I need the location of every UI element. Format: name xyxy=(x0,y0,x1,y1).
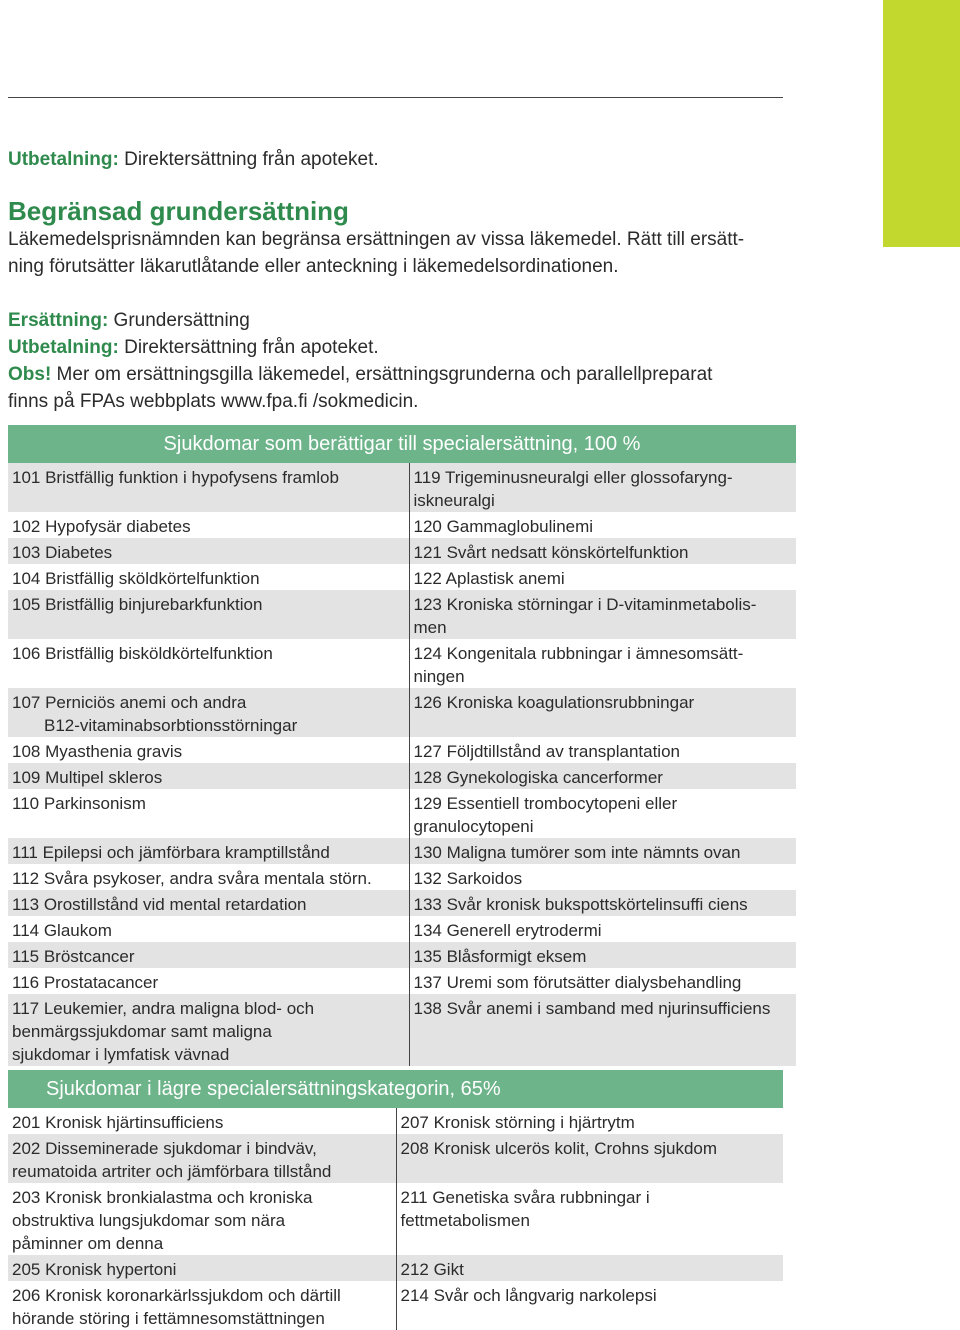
comp-value: Grundersättning xyxy=(108,310,250,331)
table-row xyxy=(8,538,796,564)
body-line: ning förutsätter läkarutlåtande eller anteckning i läkemedelsordinationen. xyxy=(8,256,619,277)
table-cell-left: 106 Bristfällig bisköldkörtelfunktion xyxy=(8,639,409,688)
comp-line xyxy=(8,307,798,334)
table-row xyxy=(8,1108,783,1134)
table-row xyxy=(8,890,796,916)
table-cell-right: 122 Aplastisk anemi xyxy=(413,569,565,588)
table-row xyxy=(8,942,796,968)
table-cell-right: 124 Kongenitala rubbningar i ämnesomsätt- ningen xyxy=(413,644,744,686)
table-row xyxy=(8,564,796,590)
table-cell-left: 109 Multipel skleros xyxy=(8,763,409,789)
table-cell-right: 120 Gammaglobulinemi xyxy=(413,517,594,536)
table-cell-left: 202 Disseminerade sjukdomar i bindväv, reumatoida artriter och jämförbara tillstånd xyxy=(8,1134,396,1183)
table-cell-right: 135 Blåsformigt eksem xyxy=(409,942,796,968)
payout-value: Direktersättning från apoteket. xyxy=(118,337,379,358)
table-cell-left: 201 Kronisk hjärtinsufficiens xyxy=(8,1108,396,1134)
table-row xyxy=(8,838,796,864)
table-cell-right: 134 Generell erytrodermi xyxy=(413,921,602,940)
table2 xyxy=(8,1108,783,1330)
obs-line xyxy=(8,361,798,388)
table-cell-right: 129 Essentiell trombocytopeni eller granulocytopeni xyxy=(413,794,678,836)
table-cell-left: 115 Bröstcancer xyxy=(8,942,409,968)
payout-label: Utbetalning: xyxy=(8,337,119,358)
payout-value: Direktersättning från apoteket. xyxy=(118,149,379,170)
table-cell-right: 212 Gikt xyxy=(396,1255,783,1281)
section-body xyxy=(8,226,798,280)
table-cell-left: 206 Kronisk koronarkärlssjukdom och därtill hörande störing i fettämnesomstättningen xyxy=(8,1281,396,1330)
table-row xyxy=(8,463,796,512)
table-row xyxy=(8,1183,783,1255)
table-cell-right: 121 Svårt nedsatt könskörtelfunktion xyxy=(409,538,796,564)
table-cell-right: 128 Gynekologiska cancerformer xyxy=(409,763,796,789)
table-cell-right: 138 Svår anemi i samband med njurinsufficiens xyxy=(409,994,796,1066)
table-cell-left: 110 Parkinsonism xyxy=(8,789,409,838)
table-row xyxy=(8,968,796,994)
table-cell-continuation: B12-vitaminabsorbtionsstörningar xyxy=(44,716,298,735)
table-row xyxy=(8,1281,783,1330)
table2-title: Sjukdomar i lägre specialersättningskategorin, 65% xyxy=(8,1070,783,1108)
body-line: Läkemedelsprisnämnden kan begränsa ersättningen av vissa läkemedel. Rätt till ersätt- xyxy=(8,229,745,250)
table-cell-right: 207 Kronisk störning i hjärtrytm xyxy=(400,1113,635,1132)
payout-line xyxy=(8,334,798,361)
table1-title: Sjukdomar som berättigar till specialersättning, 100 % xyxy=(8,425,796,463)
table-cell-left: 203 Kronisk bronkialastma och kroniska obstruktiva lungsjukdomar som nära påminner om denna xyxy=(8,1183,396,1255)
restricted-section xyxy=(8,196,798,415)
table-row xyxy=(8,864,796,890)
table-cell-left: 116 Prostatacancer xyxy=(8,968,409,994)
table-cell-right: 208 Kronisk ulcerös kolit, Crohns sjukdom xyxy=(396,1134,783,1183)
accent-tab xyxy=(883,0,960,247)
table-cell-left: 104 Bristfällig sköldkörtelfunktion xyxy=(8,564,409,590)
obs-line-2: finns på FPAs webbplats www.fpa.fi /sokmedicin. xyxy=(8,391,419,412)
table-row xyxy=(8,1134,783,1183)
table-row xyxy=(8,1255,783,1281)
table-cell-right: 127 Följdtillstånd av transplantation xyxy=(413,742,680,761)
table-row xyxy=(8,737,796,763)
table-row xyxy=(8,916,796,942)
table-row xyxy=(8,590,796,639)
table-row xyxy=(8,994,796,1066)
table-cell-left: 205 Kronisk hypertoni xyxy=(8,1255,396,1281)
top-divider xyxy=(8,97,783,98)
table-cell-left: 117 Leukemier, andra maligna blod- och benmärgssjukdomar samt maligna sjukdomar i lymfatisk vävnad xyxy=(8,994,409,1066)
table-cell-right: 119 Trigeminusneuralgi eller glossofaryng- iskneuralgi xyxy=(409,463,796,512)
table-cell-right: 133 Svår kronisk bukspottskörtelinsuffi ciens xyxy=(409,890,796,916)
table-cell-left: 107 Perniciös anemi och andra B12-vitaminabsorbtionsstörningar xyxy=(8,688,409,737)
table-row xyxy=(8,789,796,838)
table-row xyxy=(8,688,796,737)
table-cell-left: 108 Myasthenia gravis xyxy=(8,737,409,763)
comp-label: Ersättning: xyxy=(8,310,109,331)
table-cell-right: 123 Kroniska störningar i D-vitaminmetabolis- men xyxy=(409,590,796,639)
table-cell-left: 101 Bristfällig funktion i hypofysens framlob xyxy=(8,463,409,512)
table-cell-right: 130 Maligna tumörer som inte nämnts ovan xyxy=(409,838,796,864)
table-row xyxy=(8,512,796,538)
payout-line-top xyxy=(8,146,798,173)
table-row xyxy=(8,763,796,789)
table-cell-right: 126 Kroniska koagulationsrubbningar xyxy=(409,688,796,737)
table-cell-left: 102 Hypofysär diabetes xyxy=(8,512,409,538)
table-cell-left: 103 Diabetes xyxy=(8,538,409,564)
table-row xyxy=(8,639,796,688)
obs-label: Obs! xyxy=(8,364,52,385)
table-cell-right: 137 Uremi som förutsätter dialysbehandling xyxy=(413,973,742,992)
table1 xyxy=(8,463,796,1066)
table-cell-left: 112 Svåra psykoser, andra svåra mentala störn. xyxy=(8,864,409,890)
payout-label: Utbetalning: xyxy=(8,149,119,170)
table-cell-left: 114 Glaukom xyxy=(8,916,409,942)
table-cell-right: 132 Sarkoidos xyxy=(413,869,523,888)
table-cell-left: 111 Epilepsi och jämförbara kramptillstånd xyxy=(8,838,409,864)
obs-text: Mer om ersättningsgilla läkemedel, ersättningsgrunderna och parallellpreparat xyxy=(51,364,713,385)
table-cell-right: 211 Genetiska svåra rubbningar i fettmetabolismen xyxy=(400,1188,650,1230)
section-heading: Begränsad grundersättning xyxy=(8,196,349,226)
table-cell-right: 214 Svår och långvarig narkolepsi xyxy=(400,1286,657,1305)
table-cell-left: 113 Orostillstånd vid mental retardation xyxy=(8,890,409,916)
table-cell-left: 105 Bristfällig binjurebarkfunktion xyxy=(8,590,409,639)
